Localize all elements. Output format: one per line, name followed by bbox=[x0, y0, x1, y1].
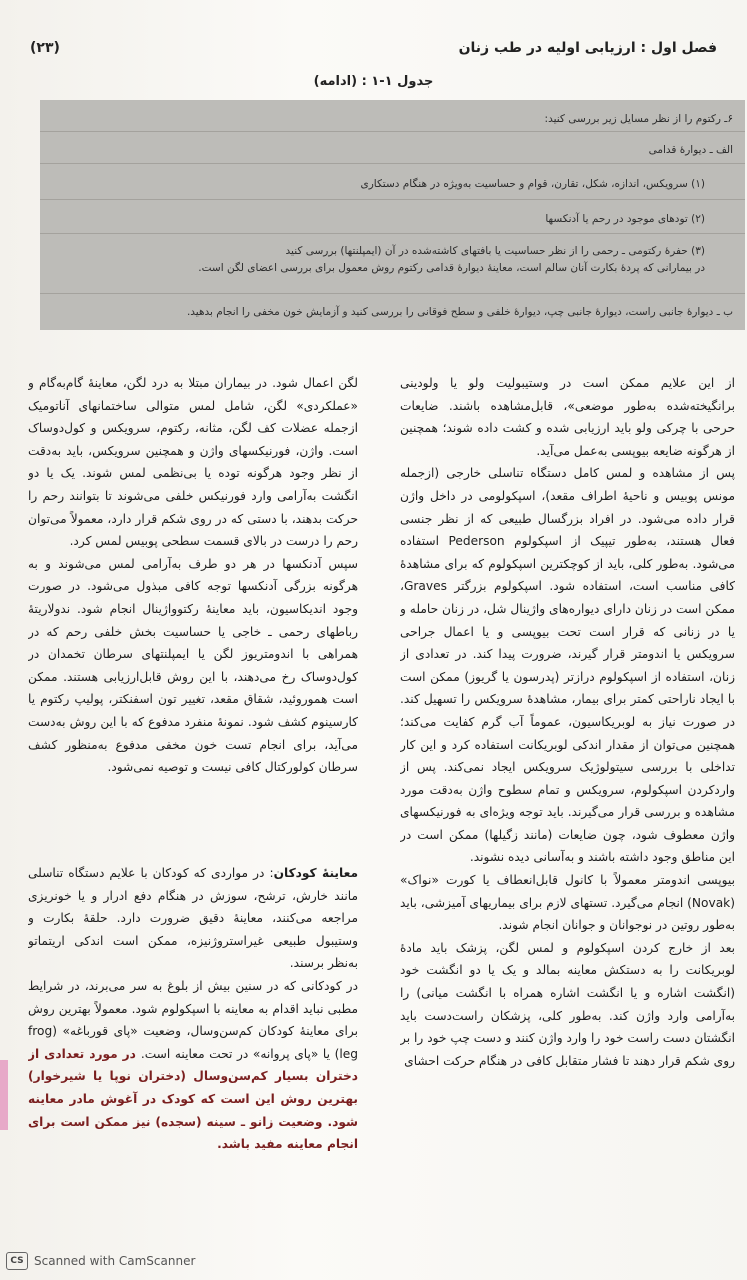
paragraph-text: در کودکانی که در سنین بیش از بلوغ به سر می‌برند، در شرایط مطبی نباید اقدام به معاینه با اسپکولوم شود. معمولاً بهترین روش برای معاینهٔ کودکان کم‌سن‌وسال، وضعیت «پای قورباغه» (frog leg) یا «پای پروانه» در تحت معاینه است. bbox=[28, 978, 358, 1061]
page-number: (۲۳) bbox=[30, 40, 60, 56]
table-row bbox=[40, 298, 745, 330]
table-box bbox=[40, 100, 745, 330]
page-header bbox=[30, 36, 717, 60]
highlighter-mark bbox=[0, 1060, 8, 1130]
table-title: جدول ۱-۱ : (ادامه) bbox=[313, 74, 434, 89]
camscanner-icon: CS bbox=[6, 1252, 28, 1270]
table-row bbox=[40, 168, 745, 200]
section-heading: معاینهٔ کودکان bbox=[273, 866, 358, 880]
table-row bbox=[40, 204, 745, 234]
paragraph: لگن اعمال شود. در بیماران مبتلا به درد لگن، معاینهٔ گام‌به‌گام و «عملکردی» لگن، شامل لمس متوالی ساختمانهای آناتومیک ازجمله عضلات کف لگن، مثانه، رکتوم، سرویکس و کول‌دوساک است. واژن، فورنیکسهای واژن و همچنین سرویکس، باید به‌دقت از نظر وجود هرگونه توده یا بی‌نظمی لمس شوند. یک یا دو انگشت به‌آرامی وارد فورنیکس خلفی می‌شوند تا بتوانند رحم را حرکت بدهند، با دستی که در روی شکم قرار دارد، معمولاً می‌توان رحم را درست در بالای قسمت سطحی پوبیس لمس کرد. bbox=[28, 376, 358, 549]
table-row bbox=[40, 136, 745, 164]
table-cell: ۶ـ رکتوم را از نظر مسایل زیر بررسی کنید: bbox=[544, 113, 733, 125]
paragraph: بیوپسی اندومتر معمولاً با کانول قابل‌انعطاف یا کورت «نواک» (Novak) انجام می‌گیرد. تستهای لازم برای بیماریهای آمیزشی، باید به‌طور روتین در نوجوانان و جوانان انجام شوند. bbox=[400, 873, 735, 933]
table-cell: (۲) تودهای موجود در رحم یا آدنکسها bbox=[545, 213, 705, 225]
watermark-text: Scanned with CamScanner bbox=[34, 1254, 196, 1268]
child-exam-section bbox=[28, 862, 358, 1162]
highlighted-text: در مورد تعدادی از دختران بسیار کم‌سن‌وسال (دختران نوپا یا شیرخوار) بهترین روش این است که کودک در آغوش مادر معاینه شود. وضعیت زانو ـ سینه (سجده) نیز ممکن است برای انجام معاینه مفید باشد. bbox=[28, 1046, 358, 1152]
chapter-title: فصل اول : ارزیابی اولیه در طب زنان bbox=[458, 40, 717, 56]
table-cell: (۱) سرویکس، اندازه، شکل، تقارن، قوام و حساسیت به‌ویژه در هنگام دستکاری bbox=[360, 178, 705, 190]
table-cell: الف ـ دیوارهٔ قدامی bbox=[648, 144, 733, 156]
paragraph-text: : در مواردی که کودکان با علایم دستگاه تناسلی مانند خارش، ترشح، سوزش در هنگام دفع ادرار و یا خونریزی مراجعه می‌کنند، معاینهٔ دقیق ضرورت دارد. حلقهٔ بکارت و وستیبول طبیعی غیراستروژنیزه، ممکن است اندکی اریتماتو به‌نظر برسند. bbox=[28, 866, 358, 971]
table-row bbox=[40, 238, 745, 294]
table-cell: در بیمارانی که پردهٔ بکارت آنان سالم است، معاینهٔ دیوارهٔ قدامی رکتوم روش معمول برای بررسی اعضای لگن است. bbox=[198, 262, 705, 274]
left-column bbox=[28, 372, 358, 832]
table-cell: ب ـ دیوارهٔ جانبی راست، دیوارهٔ جانبی چپ، دیوارهٔ خلفی و سطح فوقانی را بررسی کنید و آزمایش خون مخفی را انجام بدهید. bbox=[186, 306, 733, 318]
paragraph: پس از مشاهده و لمس کامل دستگاه تناسلی خارجی (ازجمله مونس پوبیس و ناحیهٔ اطراف مقعد)، اسپکولومی در داخل واژن قرار داده می‌شود. در افراد بزرگسال طبیعی که از نظر جنسی فعال هستند، به‌طور تیپیک از اسپکولوم Pederson استفاده می‌شود. به‌طور کلی، باید از کوچکترین اسپکولوم که برای مشاهدهٔ کافی مناسب است، استفاده شود. اسپکولوم بزرگتر Graves، ممکن است در زنان دارای دیواره‌های واژینال شل، در زنان حامله و یا در زنانی که قرار است تحت بیوپسی و یا اعمال جراحی سرویکس یا اندومتر قرار گیرند، ضرورت پیدا کند. در تعدادی از زنان، استفاده از اسپکولوم درازتر (پدرسون یا گریوز) ممکن است با ایجاد ناراحتی کمتر برای بیمار، مشاهدهٔ سرویکس را تسهیل کند. در صورت نیاز به لوبریکاسیون، عموماً آب گرم کفایت می‌کند؛ همچنین می‌توان از مقدار اندکی لوبریکانت استفاده کرد و این کار تداخلی با بررسی سیتولوژیک سرویکس ایجاد نمی‌کند. پس از واردکردن اسپکولوم، سرویکس و تمام سطوح واژن به‌دقت مورد مشاهده و بررسی قرار می‌گیرند. باید توجه ویژه‌ای به فورنیکسهای واژن معطوف شود، چون ضایعات (مانند زگیلها) ممکن است در این مناطق وجود داشته باشند و به‌آسانی دیده نشوند. bbox=[400, 466, 735, 865]
paragraph: سپس آدنکسها در هر دو طرف به‌آرامی لمس می‌شوند و به هرگونه بزرگی آدنکسها توجه کافی مبذول می‌شود. در صورت وجود اندیکاسیون، باید معاینهٔ رکتوواژینال انجام شود. ندولاریتهٔ رباطهای رحمی ـ خاجی یا حساسیت بخش خلفی رحم که در همراهی با اندومتریوز لگن یا ایمپلنتهای سرطان تخمدان در کول‌دوساک رخ می‌دهند، با این روش قابل‌ارزیابی هستند. ممکن است هموروئید، شقاق مقعد، تغییر تون اسفنکتر، پولیپ رکتوم یا کارسینوم کشف شود. نمونهٔ منفرد مدفوع که با این روش به‌دست می‌آید، برای انجام تست خون مخفی مدفوع به‌منظور کشف سرطان کولورکتال کافی نیست و توصیه نمی‌شود. bbox=[28, 556, 358, 775]
right-column bbox=[400, 372, 735, 1152]
table-row bbox=[40, 106, 745, 132]
paragraph: از این علایم ممکن است در وستیبولیت ولو یا ولودینی برانگیخته‌شده به‌طور موضعی»، قابل‌مشاهده باشند. ضایعات حرحی با چرکی ولو باید ارزیابی شده و کشت داده شوند؛ همچنین از هرگونه ضایعه بیوپسی به‌عمل می‌آید. bbox=[400, 376, 735, 458]
paragraph: بعد از خارج کردن اسپکولوم و لمس لگن، پزشک باید مادهٔ لوبریکانت را به دستکش معاینه بمالد و یک یا دو انگشت خود (انگشت اشاره و یا انگشت اشاره همراه با انگشت میانی) را به‌آرامی وارد واژن کند. به‌طور کلی، پزشکان راست‌دست باید انگشتان دست راست خود را وارد واژن کنند و دست چپ خود را بر روی شکم قرار دهند تا فشار متقابل کافی در هنگام حرکت احشای bbox=[400, 940, 735, 1068]
paragraph bbox=[28, 862, 358, 975]
paragraph bbox=[28, 975, 358, 1156]
scanner-watermark bbox=[6, 1252, 195, 1270]
table-cell: (۳) حفرهٔ رکتومی ـ رحمی را از نظر حساسیت یا بافتهای کاشته‌شده در آن (ایمپلنتها) بررسی کنید bbox=[285, 245, 705, 257]
